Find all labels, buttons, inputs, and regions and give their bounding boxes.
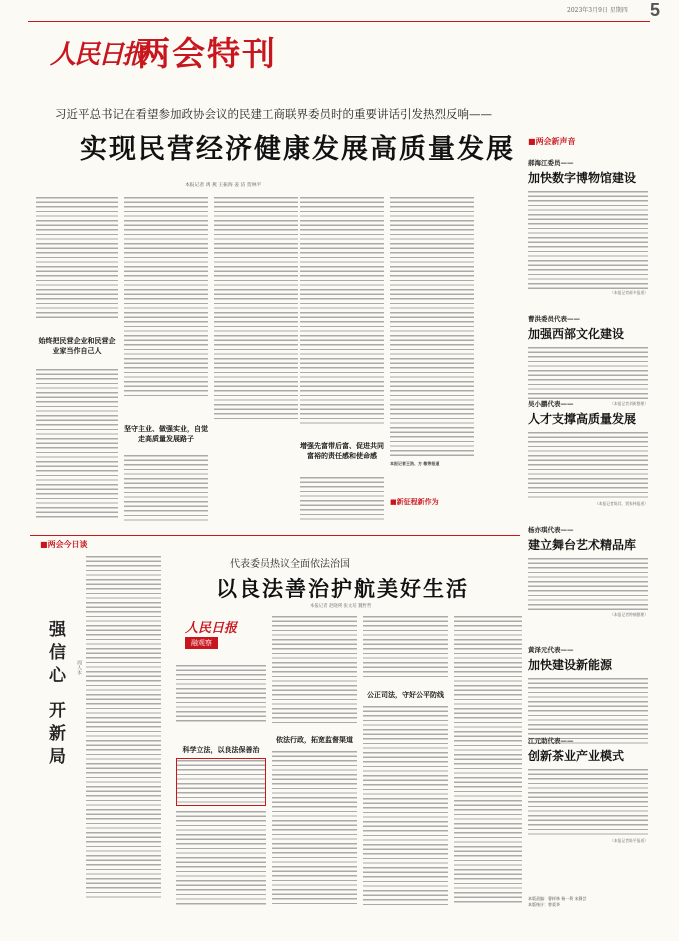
second-body-col3b: [363, 705, 448, 905]
second-title: 以良法善治护航美好生活: [216, 576, 469, 601]
column-body: [86, 555, 161, 900]
lead-title: 实现民营经济健康发展高质量发展: [80, 134, 515, 165]
subhead-second-3: 公正司法，守好公平防线: [367, 690, 444, 699]
sidebar-item: [528, 525, 648, 618]
subhead-4: [390, 497, 480, 507]
page-date: 2023年3月9日 星期四: [567, 7, 628, 14]
sidebar-item-person: 黄泽元代表——: [528, 646, 574, 654]
second-body-col4: [454, 615, 522, 905]
second-body-col1b: [176, 810, 266, 905]
sidebar-item-person: 杨亦琪代表——: [528, 526, 574, 534]
section-logo: 两会特刊: [137, 34, 277, 73]
logo-label: 融观察: [185, 637, 218, 649]
sidebar-item-person: 郝海江委员——: [528, 159, 574, 167]
second-byline: 本报记者 赵晓瑛 张文培 魏哲哲: [310, 604, 372, 609]
sidebar-item-person: 曹洪委员代表——: [528, 315, 580, 323]
second-body-col3: [363, 615, 448, 680]
sidebar-item-title: 加快建设新能源: [528, 658, 613, 672]
sidebar-item-person: 吴小鹏代表——: [528, 400, 574, 408]
paper-logo: 人民日报: [50, 40, 147, 70]
sidebar-item: [528, 736, 648, 844]
sidebar-item-body: [528, 346, 648, 401]
red-marker-icon: ■: [528, 136, 536, 146]
lead-byline: 本报记者 禹 燕 王振海 姜 洁 贺林平: [185, 183, 262, 188]
report-note: 本报记者王浩、方 敏等报道: [390, 461, 440, 466]
editor-line: 本版责编：曹样林 杨一利 宋静芸: [528, 896, 587, 901]
highlight-box: [176, 758, 266, 806]
sidebar-section-text: 两会新声音: [535, 136, 576, 146]
column-author: 周人木: [76, 660, 82, 675]
lead-kicker: 习近平总书记在看望参加政协会议的民建工商联界委员时的重要讲话引发热烈反响——: [55, 107, 492, 121]
sidebar-item-note: （本报记者钟楠整理）: [610, 612, 648, 617]
sidebar-item-title: 人才支撑高质量发展: [528, 412, 637, 426]
sidebar-item-note: （本报记者刘新整理）: [610, 401, 648, 406]
subhead-second-2: 依法行政，拓宽监督渠道: [276, 735, 353, 744]
lead-body: [36, 196, 522, 526]
logo-box: [177, 617, 259, 654]
second-kicker: 代表委员热议全面依法治国: [230, 559, 350, 570]
sidebar-item-note: （本报记者陈其、贾家林报道）: [594, 501, 648, 506]
sidebar-item-title: 建立舞台艺术精品库: [528, 538, 637, 552]
sidebar-item-body: [528, 431, 648, 501]
second-body-col1: [176, 664, 266, 724]
sidebar-item-body: [528, 557, 648, 612]
sidebar-item-title: 加快数字博物馆建设: [528, 171, 637, 185]
logo-paper: 人民日报: [185, 621, 238, 636]
sidebar-item-person: 江元助代表——: [528, 737, 574, 745]
sidebar-item-body: [528, 768, 648, 838]
sidebar: [528, 136, 648, 906]
box-title: 科学立法，以良法保善治: [182, 745, 260, 754]
subhead-2: 坚守主业、做强实业，自觉走高质量发展路子: [124, 424, 208, 443]
sidebar-item-note: （本报记者陈平报道）: [610, 838, 648, 843]
sidebar-item-title: 加强西部文化建设: [528, 327, 625, 341]
section-divider: [30, 535, 520, 536]
sidebar-item: [528, 158, 648, 296]
masthead: [50, 28, 277, 78]
column-section-text: 两会今日谈: [47, 539, 88, 549]
subhead-3: 增强先富带后富、促进共同富裕的责任感和使命感: [300, 441, 384, 460]
column-section-title: [40, 539, 88, 550]
subhead-1: 始终把民营企业和民营企业家当作自己人: [38, 336, 116, 355]
second-body-col2: [272, 615, 357, 725]
second-body-col2b: [272, 750, 357, 905]
sidebar-item: [528, 645, 648, 747]
red-marker-icon: ■: [40, 539, 48, 549]
editor-line-2: 本版统计：曾爱华: [528, 902, 560, 907]
header-rule: [28, 21, 650, 22]
sidebar-item: [528, 314, 648, 407]
red-marker-icon: ■: [390, 497, 397, 506]
sidebar-item-note: （本报记者郝多报道）: [610, 290, 648, 295]
sidebar-item-title: 创新茶业产业模式: [528, 749, 625, 763]
sidebar-section-title: [528, 136, 648, 147]
sidebar-item: [528, 399, 648, 507]
sidebar-item-body: [528, 190, 648, 290]
column-big-title: 强信心 开新局: [45, 620, 65, 770]
page-number: 5: [650, 0, 661, 20]
editor-credits: [528, 896, 648, 908]
subhead-4-text: 新征程新作为: [396, 497, 439, 506]
